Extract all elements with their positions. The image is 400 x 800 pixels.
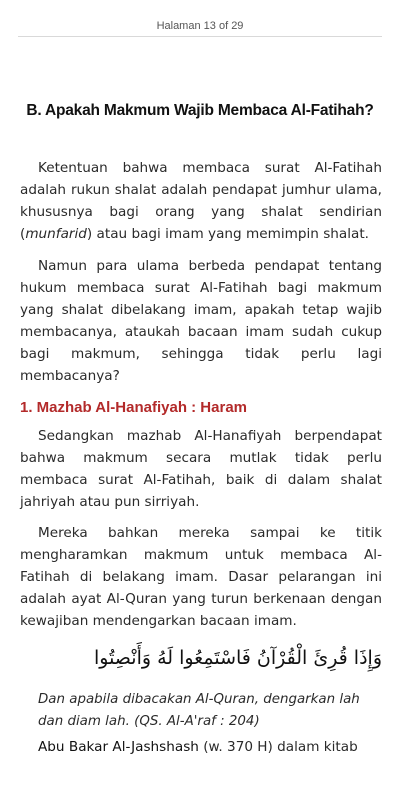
- section-title: B. Apakah Makmum Wajib Membaca Al-Fatihah?: [26, 102, 374, 119]
- subheading-hanafiyah: 1. Mazhab Al-Hanafiyah : Haram: [20, 399, 247, 416]
- paragraph-4-text: Mereka bahkan mereka sampai ke titik mengharamkan makmum untuk membaca Al-Fatihah di belakang imam. Dasar pelarangan ini adalah ayat Al-Quran yang turun berkenaan dengan kewajiban mendengarkan bacaan imam.: [20, 525, 382, 629]
- paragraph-3: [20, 425, 382, 513]
- paragraph-1: [20, 157, 382, 245]
- paragraph-3-text: Sedangkan mazhab Al-Hanafiyah berpendapat bahwa makmum secara mutlak tidak perlu membaca surat Al-Fatihah, baik di dalam shalat jahriyah atau pun sirriyah.: [20, 428, 382, 510]
- paragraph-2-text: Namun para ulama berbeda pendapat tentang hukum membaca surat Al-Fatihah bagi makmum yang shalat dibelakang imam, apakah tetap wajib membacanya, ataukah bacaan imam sudah cukup bagi makmum, sehingga tidak perlu lagi membacanya?: [20, 258, 382, 384]
- page-header: [0, 20, 400, 32]
- verse-translation: Dan apabila dibacakan Al-Quran, dengarkan lah dan diam lah. (QS. Al-A'raf : 204): [38, 692, 360, 729]
- scholar-name: Abu Bakar Al-Jashshash: [38, 739, 199, 755]
- page-of-label: of: [215, 20, 232, 32]
- page-label: Halaman: [156, 20, 204, 32]
- paragraph-5-text: (w. 370 H) dalam kitab: [198, 739, 358, 755]
- paragraph-1-text-a: Ketentuan bahwa membaca surat Al-Fatihah adalah rukun shalat adalah pendapat jumhur ulama, khususnya bagi orang yang shalat sendirian (: [20, 160, 382, 242]
- paragraph-2: [20, 255, 382, 387]
- paragraph-5: [38, 736, 382, 758]
- total-pages: 29: [231, 20, 244, 32]
- paragraph-1-italic-term: munfarid: [25, 226, 87, 242]
- paragraph-1-text-b: ) atau bagi imam yang memimpin shalat.: [86, 226, 369, 242]
- paragraph-4: [20, 522, 382, 632]
- header-divider: [18, 36, 382, 37]
- current-page-number: 13: [203, 20, 216, 32]
- arabic-verse: وَإِذَا قُرِئَ الْقُرْآنُ فَاسْتَمِعُوا لَهُ وَأَنْصِتُوا: [93, 647, 382, 669]
